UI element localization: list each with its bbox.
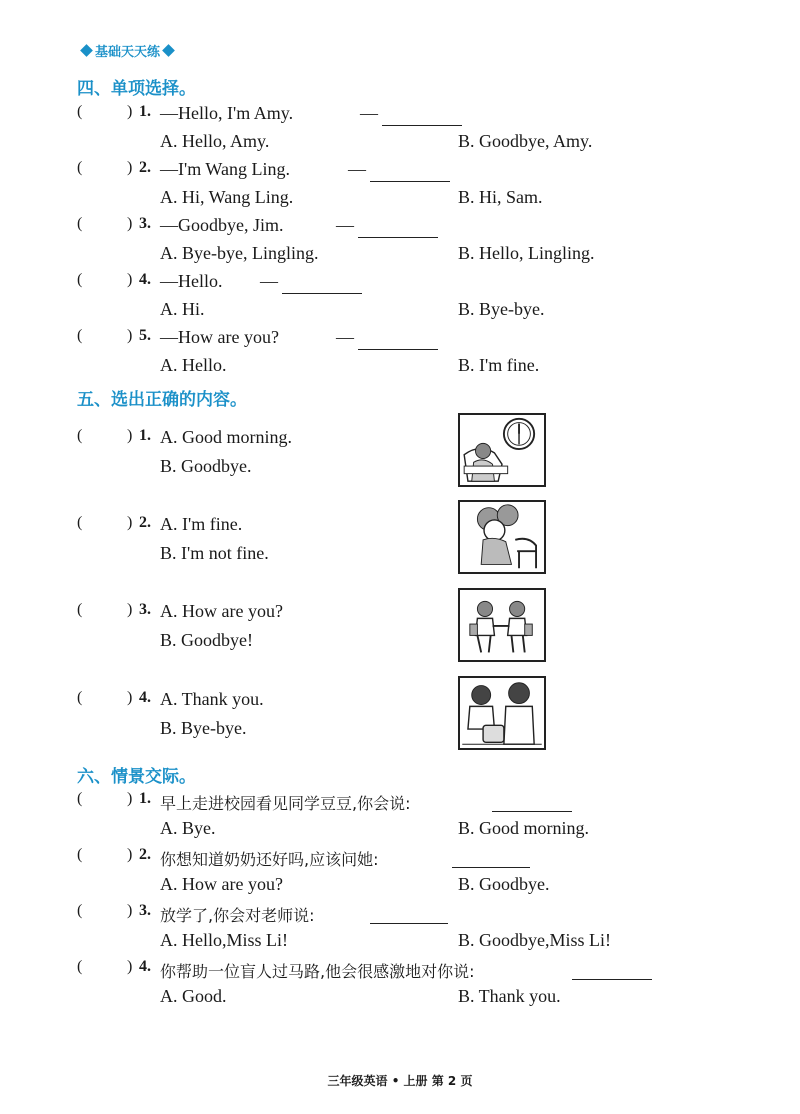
question-number: 2.	[139, 846, 151, 863]
question-number: 4.	[139, 271, 151, 288]
answer-paren-close: )	[127, 689, 133, 706]
question-prompt: 放学了,你会对老师说:	[160, 906, 315, 925]
answer-paren-open: (	[77, 215, 83, 232]
option-a[interactable]: A. Good morning.	[160, 427, 292, 447]
answer-slot[interactable]	[90, 689, 126, 709]
answer-blank[interactable]	[452, 851, 530, 868]
question-number: 3.	[139, 215, 151, 232]
option-a[interactable]: A. Bye.	[160, 818, 216, 838]
option-a[interactable]: A. Hello,Miss Li!	[160, 930, 288, 950]
answer-slot[interactable]	[90, 790, 126, 810]
answer-paren-open: (	[77, 514, 83, 531]
option-b[interactable]: B. I'm not fine.	[160, 543, 269, 563]
section-6-title: 六、情景交际。	[77, 767, 196, 787]
answer-paren-open: (	[77, 103, 83, 120]
question-prompt: —How are you?	[160, 327, 279, 347]
option-a[interactable]: A. How are you?	[160, 601, 283, 621]
question-number: 4.	[139, 958, 151, 975]
answer-slot[interactable]	[90, 514, 126, 534]
question-number: 5.	[139, 327, 151, 344]
option-b[interactable]: B. Hi, Sam.	[458, 187, 543, 207]
answer-paren-open: (	[77, 902, 83, 919]
question-number: 2.	[139, 159, 151, 176]
question-prompt: —I'm Wang Ling.	[160, 159, 290, 179]
question-prompt: 你帮助一位盲人过马路,他会很感激地对你说:	[160, 962, 475, 981]
answer-blank[interactable]	[282, 277, 362, 294]
answer-paren-close: )	[127, 846, 133, 863]
answer-paren-open: (	[77, 790, 83, 807]
question-prompt: —Goodbye, Jim.	[160, 215, 284, 235]
clock-morning-picture	[458, 413, 546, 487]
question-prompt: —Hello.	[160, 271, 223, 291]
option-a[interactable]: A. Hello, Amy.	[160, 131, 270, 151]
answer-slot[interactable]	[90, 103, 126, 123]
option-b[interactable]: B. Bye-bye.	[160, 718, 247, 738]
answer-slot[interactable]	[90, 846, 126, 866]
answer-paren-close: )	[127, 215, 133, 232]
answer-paren-close: )	[127, 790, 133, 807]
answer-slot[interactable]	[90, 902, 126, 922]
answer-paren-open: (	[77, 958, 83, 975]
answer-blank[interactable]	[370, 907, 448, 924]
answer-slot[interactable]	[90, 327, 126, 347]
answer-paren-open: (	[77, 427, 83, 444]
answer-paren-close: )	[127, 327, 133, 344]
answer-paren-close: )	[127, 958, 133, 975]
option-b[interactable]: B. Thank you.	[458, 986, 561, 1006]
header-tag-label: 基础天天练	[95, 44, 161, 60]
handshake-picture	[458, 588, 546, 662]
dash-mark: —	[336, 215, 354, 235]
option-a[interactable]: A. How are you?	[160, 874, 283, 894]
answer-slot[interactable]	[90, 215, 126, 235]
question-prompt: 早上走进校园看见同学豆豆,你会说:	[160, 794, 411, 813]
option-a[interactable]: A. Hi, Wang Ling.	[160, 187, 294, 207]
answer-paren-open: (	[77, 601, 83, 618]
sick-girl-picture	[458, 500, 546, 574]
option-b[interactable]: B. Goodbye, Amy.	[458, 131, 593, 151]
option-a[interactable]: A. Hello.	[160, 355, 227, 375]
question-number: 1.	[139, 103, 151, 120]
diamond-icon	[162, 44, 175, 57]
option-a[interactable]: A. Hi.	[160, 299, 205, 319]
question-number: 4.	[139, 689, 151, 706]
dash-mark: —	[348, 159, 366, 179]
answer-paren-close: )	[127, 427, 133, 444]
answer-blank[interactable]	[492, 795, 572, 812]
option-b[interactable]: B. Goodbye,Miss Li!	[458, 930, 611, 950]
option-a[interactable]: A. Good.	[160, 986, 227, 1006]
answer-blank[interactable]	[382, 109, 462, 126]
question-number: 3.	[139, 601, 151, 618]
answer-paren-open: (	[77, 846, 83, 863]
answer-blank[interactable]	[370, 165, 450, 182]
answer-paren-open: (	[77, 689, 83, 706]
question-number: 1.	[139, 790, 151, 807]
answer-paren-close: )	[127, 601, 133, 618]
answer-slot[interactable]	[90, 271, 126, 291]
option-b[interactable]: B. Hello, Lingling.	[458, 243, 595, 263]
question-prompt: —Hello, I'm Amy.	[160, 103, 294, 123]
option-b[interactable]: B. Goodbye.	[458, 874, 550, 894]
question-number: 3.	[139, 902, 151, 919]
section-4-title: 四、单项选择。	[77, 79, 196, 99]
question-number: 2.	[139, 514, 151, 531]
option-b[interactable]: B. Goodbye.	[160, 456, 252, 476]
option-b[interactable]: B. Good morning.	[458, 818, 590, 838]
option-b[interactable]: B. Goodbye!	[160, 630, 253, 650]
question-prompt: 你想知道奶奶还好吗,应该问她:	[160, 850, 379, 869]
diamond-icon	[80, 44, 93, 57]
answer-blank[interactable]	[572, 963, 652, 980]
question-number: 1.	[139, 427, 151, 444]
answer-paren-close: )	[127, 271, 133, 288]
answer-blank[interactable]	[358, 221, 438, 238]
answer-slot[interactable]	[90, 159, 126, 179]
dash-mark: —	[360, 103, 378, 123]
answer-paren-open: (	[77, 327, 83, 344]
answer-paren-open: (	[77, 271, 83, 288]
answer-paren-close: )	[127, 514, 133, 531]
option-a[interactable]: A. Thank you.	[160, 689, 264, 709]
answer-paren-open: (	[77, 159, 83, 176]
answer-paren-close: )	[127, 103, 133, 120]
option-a[interactable]: A. I'm fine.	[160, 514, 243, 534]
answer-slot[interactable]	[90, 958, 126, 978]
dash-mark: —	[336, 327, 354, 347]
section-header-tag	[78, 40, 177, 60]
section-5-title: 五、选出正确的内容。	[77, 390, 247, 410]
answer-slot[interactable]	[90, 427, 126, 447]
helping-bag-picture	[458, 676, 546, 750]
option-a[interactable]: A. Bye-bye, Lingling.	[160, 243, 319, 263]
option-b[interactable]: B. Bye-bye.	[458, 299, 545, 319]
option-b[interactable]: B. I'm fine.	[458, 355, 540, 375]
answer-blank[interactable]	[358, 333, 438, 350]
dash-mark: —	[260, 271, 278, 291]
answer-slot[interactable]	[90, 601, 126, 621]
answer-paren-close: )	[127, 902, 133, 919]
answer-paren-close: )	[127, 159, 133, 176]
page-footer: 三年级英语 • 上册 第 2 页	[327, 1074, 473, 1088]
